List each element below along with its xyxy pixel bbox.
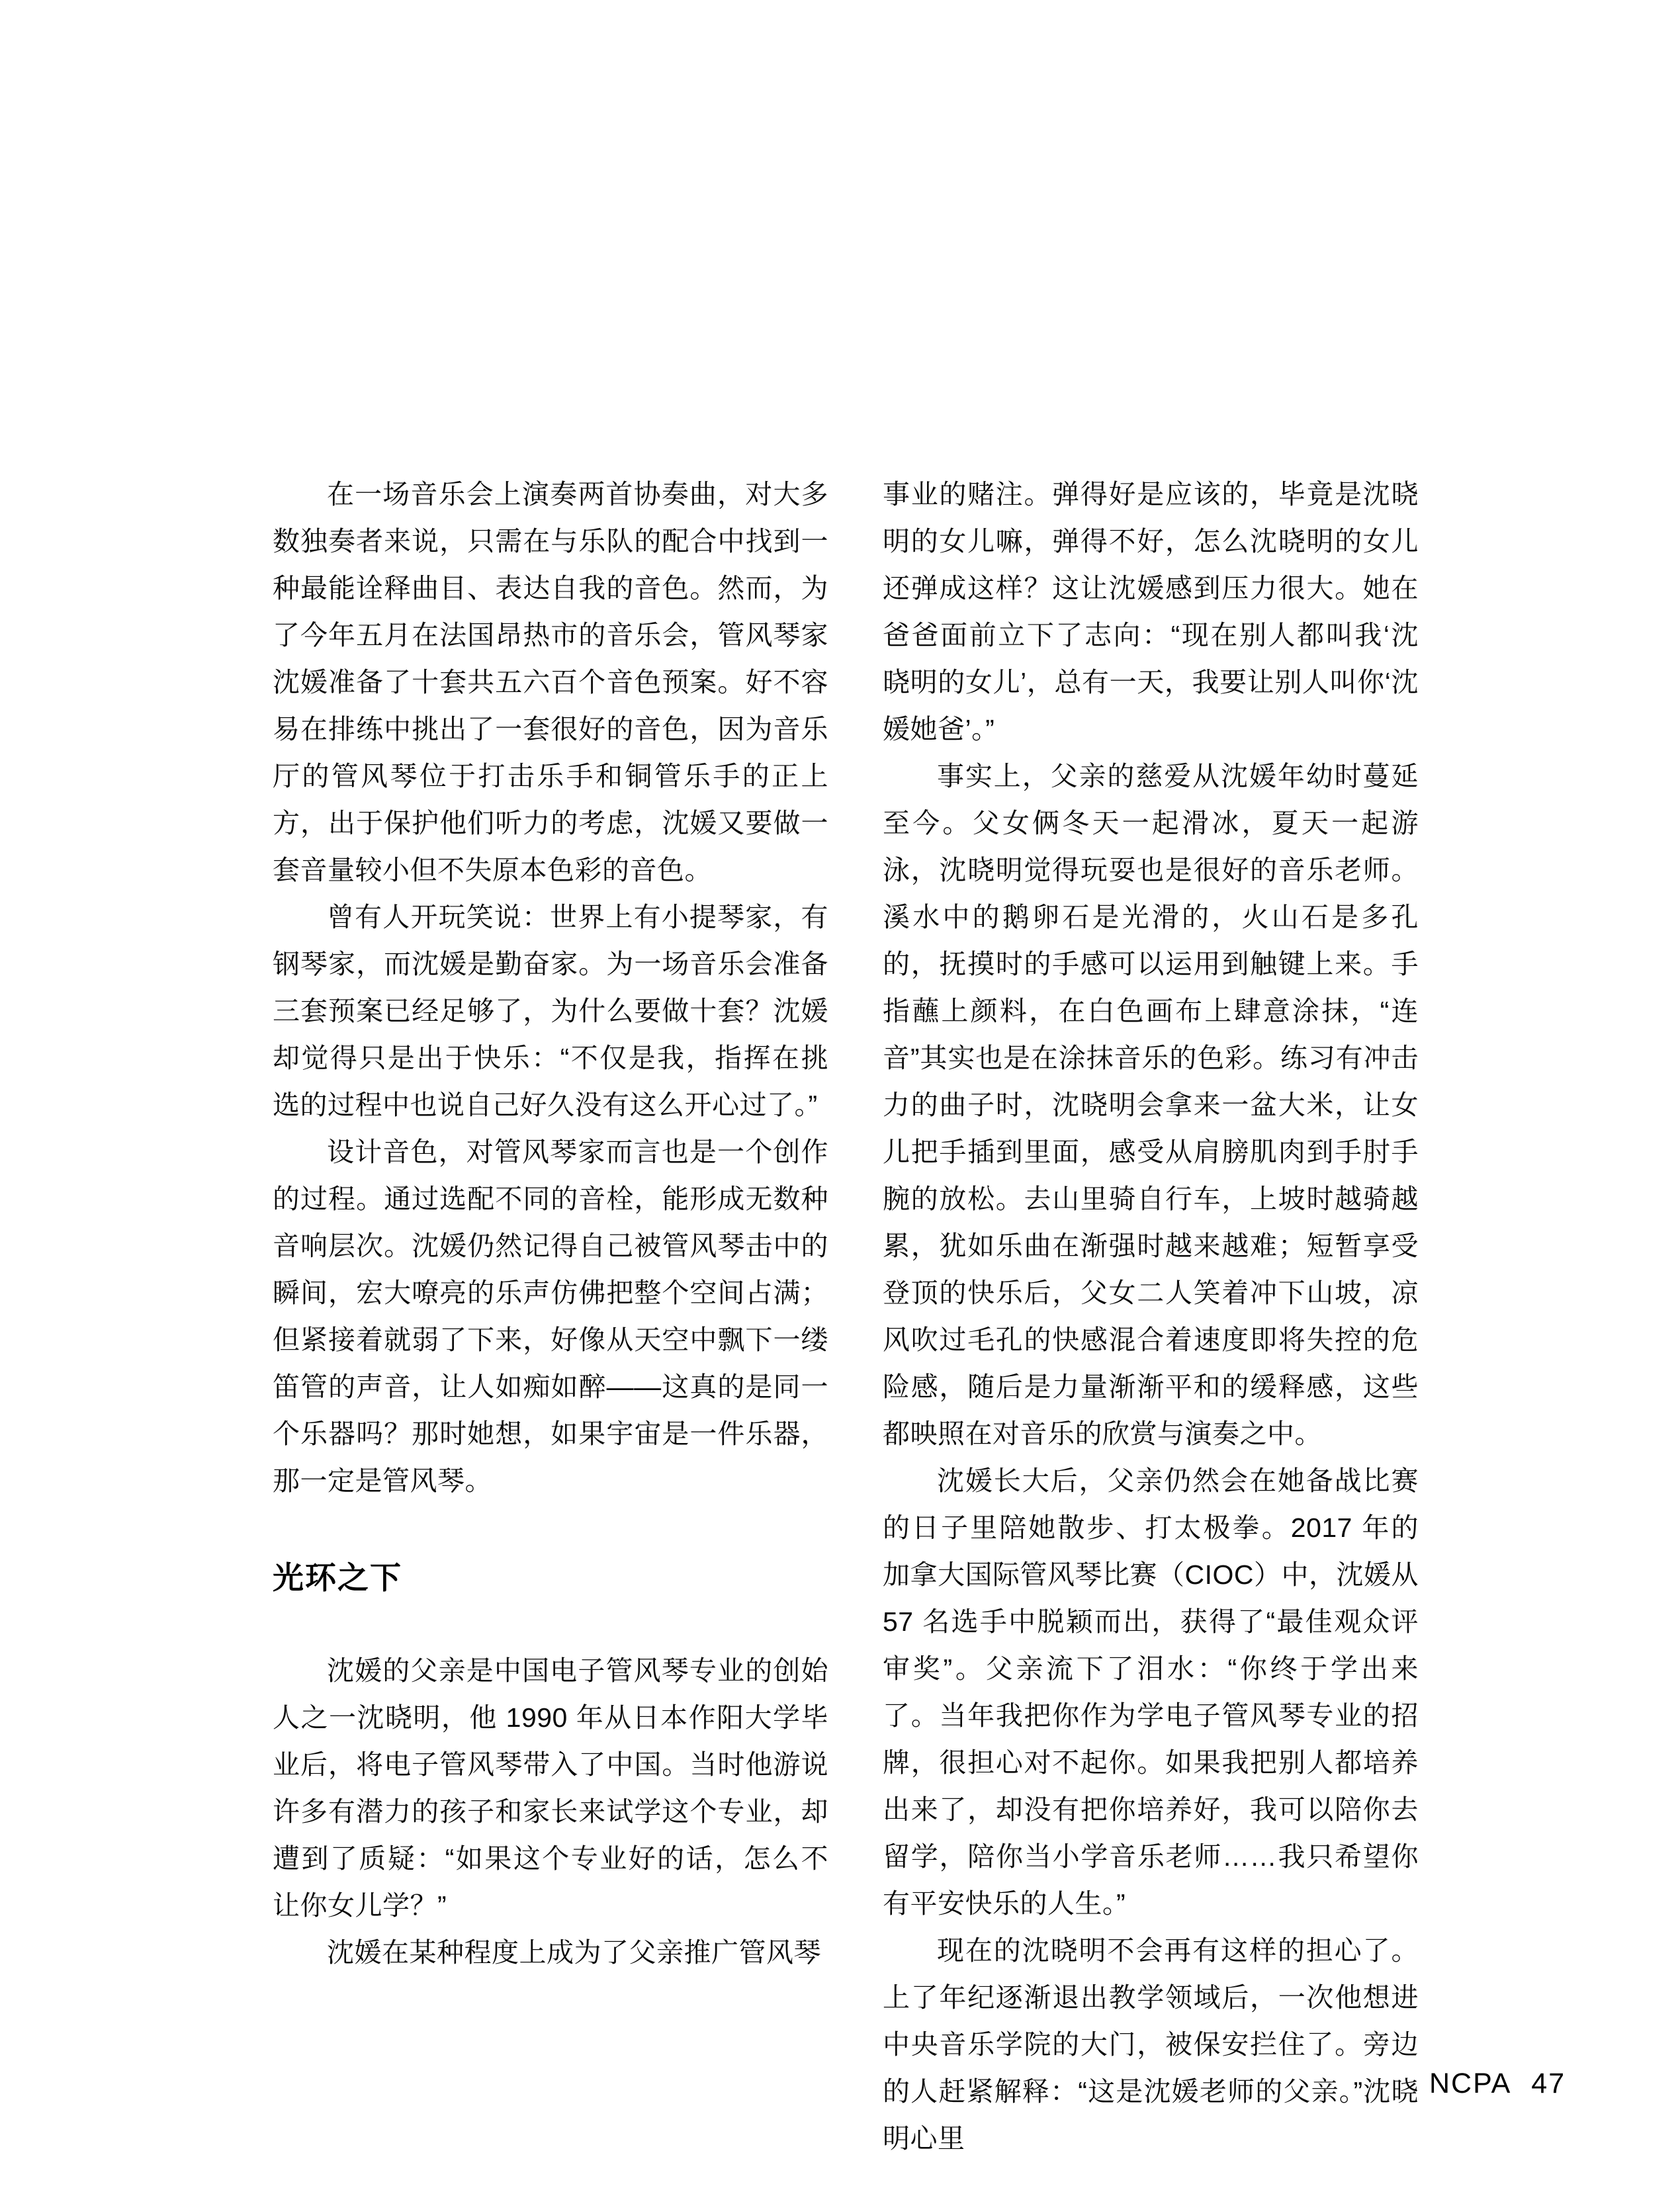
- page-footer: [1429, 2070, 1566, 2098]
- section-heading: 光环之下: [273, 1560, 402, 1595]
- paragraph: 事实上，父亲的慈爱从沈媛年幼时蔓延至今。父女俩冬天一起滑冰，夏天一起游泳，沈晓明觉得玩耍也是很好的音乐老师。溪水中的鹅卵石是光滑的，火山石是多孔的，抚摸时的手感可以运用到触键上来。手指蘸上颜料，在白色画布上肆意涂抹，“连音”其实也是在涂抹音乐的色彩。练习有冲击力的曲子时，沈晓明会拿来一盆大米，让女儿把手插到里面，感受从肩膀肌肉到手肘手腕的放松。去山里骑自行车，上坡时越骑越累，犹如乐曲在渐强时越来越难；短暂享受登顶的快乐后，父女二人笑着冲下山坡，凉风吹过毛孔的快感混合着速度即将失控的危险感，随后是力量渐渐平和的缓释感，这些都映照在对音乐的欣赏与演奏之中。: [883, 761, 1419, 1449]
- paragraph: 沈媛在某种程度上成为了父亲推广管风琴: [327, 1937, 821, 1968]
- right-column: [883, 471, 1419, 2162]
- left-column: [273, 471, 828, 1976]
- paragraph: 在一场音乐会上演奏两首协奏曲，对大多数独奏者来说，只需在与乐队的配合中找到一种最能诠释曲目、表达自我的音色。然而，为了今年五月在法国昂热市的音乐会，管风琴家沈媛准备了十套共五六百个音色预案。好不容易在排练中挑出了一套很好的音色，因为音乐厅的管风琴位于打击乐手和铜管乐手的正上方，出于保护他们听力的考虑，沈媛又要做一套音量较小但不失原本色彩的音色。: [273, 479, 828, 885]
- paragraph: 曾有人开玩笑说：世界上有小提琴家，有钢琴家，而沈媛是勤奋家。为一场音乐会准备三套预案已经足够了，为什么要做十套？沈媛却觉得只是出于快乐：“不仅是我，指挥在挑选的过程中也说自己好久没有这么开心过了。”: [273, 902, 828, 1120]
- paragraph: 设计音色，对管风琴家而言也是一个创作的过程。通过选配不同的音栓，能形成无数种音响层次。沈媛仍然记得自己被管风琴击中的瞬间，宏大嘹亮的乐声仿佛把整个空间占满；但紧接着就弱了下来，好像从天空中飘下一缕笛管的声音，让人如痴如醉——这真的是同一个乐器吗？那时她想，如果宇宙是一件乐器，那一定是管风琴。: [273, 1137, 828, 1496]
- paragraph-continuation: 事业的赌注。弹得好是应该的，毕竟是沈晓明的女儿嘛，弹得不好，怎么沈晓明的女儿还弹成这样？这让沈媛感到压力很大。她在爸爸面前立下了志向：“现在别人都叫我‘沈晓明的女儿’，总有一天，我要让别人叫你‘沈媛她爸’。”: [883, 479, 1419, 744]
- footer-page-number: 47: [1531, 2068, 1566, 2099]
- paragraph: 沈媛长大后，父亲仍然会在她备战比赛的日子里陪她散步、打太极拳。2017 年的加拿大国际管风琴比赛（CIOC）中，沈媛从 57 名选手中脱颖而出，获得了“最佳观众评审奖”。父亲流下了泪水：“你终于学出来了。当年我把你作为学电子管风琴专业的招牌，很担心对不起你。如果我把别人都培养出来了，却没有把你培养好，我可以陪你去留学，陪你当小学音乐老师……我只希望你有平安快乐的人生。”: [883, 1466, 1419, 1919]
- paragraph: 现在的沈晓明不会再有这样的担心了。上了年纪逐渐退出教学领域后，一次他想进中央音乐学院的大门，被保安拦住了。旁边的人赶紧解释：“这是沈媛老师的父亲。”沈晓明心里: [883, 1935, 1419, 2154]
- paragraph: 沈媛的父亲是中国电子管风琴专业的创始人之一沈晓明，他 1990 年从日本作阳大学毕业后，将电子管风琴带入了中国。当时他游说许多有潜力的孩子和家长来试学这个专业，却遭到了质疑：“如果这个专业好的话，怎么不让你女儿学？”: [273, 1655, 828, 1921]
- footer-brand: NCPA: [1429, 2068, 1512, 2099]
